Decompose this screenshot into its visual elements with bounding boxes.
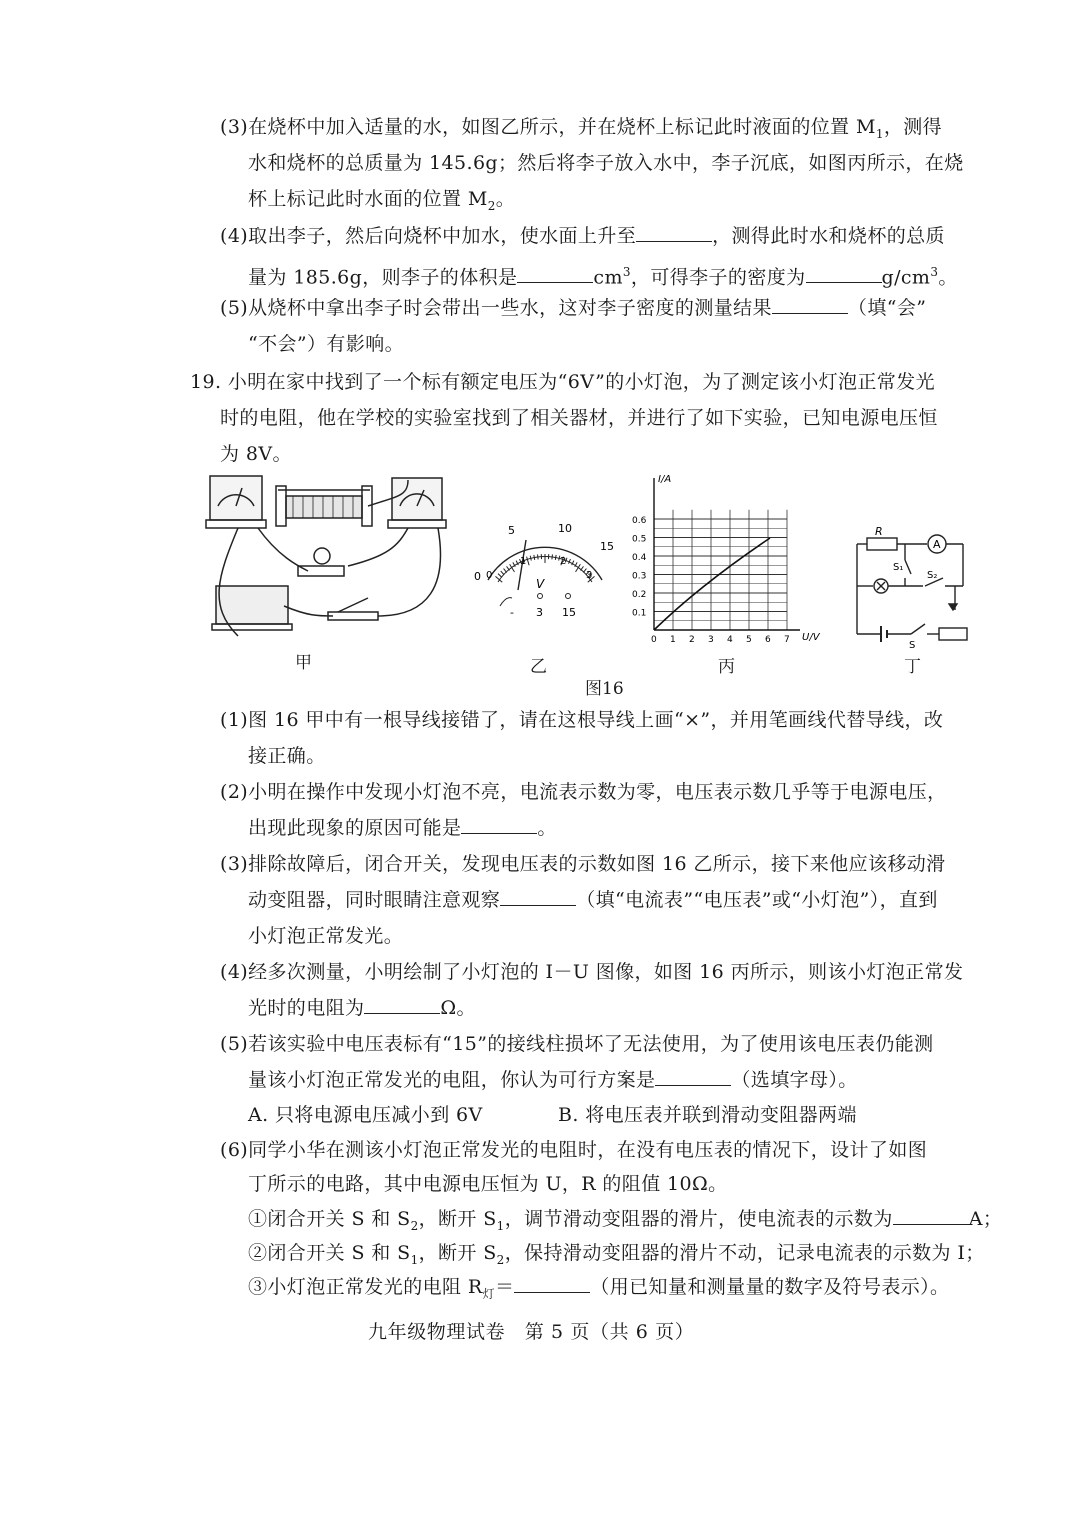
q18-part3-line2: 水和烧杯的总质量为 145.6g；然后将李子放入水中，李子沉底，如图丙所示，在烧 [248,152,964,174]
answer-blank[interactable] [517,264,593,283]
x-tick-label: 3 [708,635,714,645]
terminal-label: - [510,606,514,619]
page-footer: 九年级物理试卷 第 5 页（共 6 页） [368,1321,695,1343]
terminal-label: 15 [562,606,576,619]
dial-tick [538,554,539,559]
y-tick-label: 0.1 [632,608,647,619]
figure-jia-apparatus [198,466,452,646]
q19-part5-option-a: A. 只将电源电压减小到 6V [248,1104,483,1126]
dial-tick [534,555,535,560]
dial-top-tick: 15 [600,540,614,553]
y-tick-label: 0.6 [632,516,647,526]
figure-yi-voltmeter [470,520,620,620]
dial-unit: V [536,577,545,591]
answer-blank[interactable] [893,1206,969,1225]
q19-part6-step2: ②闭合开关 S 和 $S_1$，断开 $S_2$，保持滑动变阻器的滑片不动，记录电流表的示数为 I； [248,1242,985,1267]
dial-top-zero: 0 [474,570,481,583]
x-tick-label: 4 [727,635,733,645]
graph-xlabel: U/V [802,632,820,643]
q18-part3-line1: (3)在烧杯中加入适量的水，如图乙所示，并在烧杯上标记此时液面的位置 $M_1$，测得 [220,116,943,141]
circuit-label: R [875,525,883,538]
q18-part5-line1: (5)从烧杯中拿出李子时会带出一些水，这对李子密度的测量结果 （填“会” [220,297,927,319]
q19-intro-line2: 时的电阻，他在学校的实验室找到了相关器材，并进行了如下实验，已知电源电压恒 [220,407,938,429]
x-tick-label: 5 [746,635,752,645]
figure-label-jia: 甲 [295,653,312,673]
q19-part5-option-b: B. 将电压表并联到滑动变阻器两端 [558,1104,857,1126]
q19-part6-line2: 丁所示的电路，其中电源电压恒为 U，R 的阻值 10Ω。 [248,1173,728,1195]
circuit-label: S [909,640,916,650]
q19-part2-line1: (2)小明在操作中发现小灯泡不亮，电流表示数为零，电压表示数几乎等于电源电压， [220,781,947,803]
dial-tick [552,554,553,559]
y-tick-label: 0.5 [632,534,647,545]
x-tick-label: 1 [670,635,676,645]
q19-intro-line3: 为 8V。 [220,443,292,465]
x-tick-label: 7 [784,635,790,645]
figure-label-yi: 乙 [530,657,547,677]
answer-blank[interactable] [806,264,882,283]
q19-part3-line2: 动变阻器，同时眼睛注意观察 （填“电流表”“电压表”或“小灯泡”），直到 [248,889,938,911]
y-tick-label: 0.4 [632,553,647,563]
q19-part6-line1: (6)同学小华在测该小灯泡正常发光的电阻时，在没有电压表的情况下，设计了如图 [220,1139,928,1161]
q19-part6-step1: ①闭合开关 S 和 $S_2$，断开 $S_1$，调节滑动变阻器的滑片，使电流表的示数为 A； [248,1208,1003,1233]
q19-part5-line2: 量该小灯泡正常发光的电阻，你认为可行方案是 （选填字母）。 [248,1069,858,1091]
dial-tick [555,555,556,560]
graph-ylabel: I/A [658,474,672,485]
dial-tick [504,569,507,573]
circuit-label: A [933,538,941,551]
answer-blank[interactable] [655,1067,731,1086]
figure-label-bing: 丙 [718,657,735,677]
q19-part3-line1: (3)排除故障后，闭合开关，发现电压表的示数如图 16 乙所示，接下来他应该移动滑 [220,853,946,875]
dial-bottom-tick: 1 [520,556,527,567]
dial-tick [527,557,530,566]
circuit-label: S₂ [927,570,938,581]
q19-intro-line1: 19. 小明在家中找到了一个标有额定电压为“6V”的小灯泡，为了测定该小灯泡正常发光 [190,371,935,393]
dial-bottom-tick: 0 [486,570,493,581]
q19-part4-line1: (4)经多次测量，小明绘制了小灯泡的 I－U 图像，如图 16 丙所示，则该小灯泡正常发 [220,961,964,983]
answer-blank[interactable] [364,995,440,1014]
q19-part1-line1: (1)图 16 甲中有一根导线接错了，请在这根导线上画“×”，并用笔画线代替导线，改 [220,709,944,731]
figure-label-ding: 丁 [904,657,921,677]
q18-part5-line2: “不会”）有影响。 [248,333,405,355]
figure-bing-iu-graph [630,470,830,646]
y-tick-label: 0.3 [632,571,647,582]
x-tick-label: 6 [765,635,771,645]
figure-ding-circuit [845,524,975,650]
q19-part4-line2: 光时的电阻为 Ω。 [248,997,476,1019]
q19-part5-line1: (5)若该实验中电压表标有“15”的接线柱损坏了无法使用，为了使用该电压表仍能测 [220,1033,934,1055]
q19-part2-line2: 出现此现象的原因可能是 。 [248,817,557,839]
x-tick-label: 0 [651,635,657,645]
q18-part4-line2: 量为 185.6g，则李子的体积是 $cm^3$，可得李子的密度为 $g/cm^3$。 [248,265,958,289]
circuit-label: S₁ [893,562,904,573]
answer-blank[interactable] [500,887,576,906]
q19-part1-line2: 接正确。 [248,745,326,767]
q18-part3-line3: 杯上标记此时水面的位置 $M_2$。 [248,188,516,213]
answer-blank[interactable] [636,223,712,242]
q19-part3-line3: 小灯泡正常发光。 [248,925,404,947]
terminal-label: 3 [536,606,543,619]
dial-bottom-tick: 3 [586,570,593,581]
answer-blank[interactable] [514,1274,590,1293]
x-tick-label: 2 [689,635,695,645]
answer-blank[interactable] [461,815,537,834]
y-tick-label: 0.2 [632,590,647,600]
dial-tick [530,556,531,561]
dial-bottom-tick: 2 [560,556,567,567]
q19-part6-step3: ③小灯泡正常发光的电阻 $R_灯=$ （用已知量和测量量的数字及符号表示）。 [248,1276,950,1301]
dial-tick [498,574,502,578]
answer-blank[interactable] [772,295,848,314]
dial-top-tick: 5 [508,524,515,537]
dial-tick [501,571,504,575]
q18-part4-line1: (4)取出李子，然后向烧杯中加水，使水面上升至 ，测得此时水和烧杯的总质 [220,225,945,247]
figure-caption: 图16 [585,679,624,699]
dial-top-tick: 10 [558,522,572,535]
